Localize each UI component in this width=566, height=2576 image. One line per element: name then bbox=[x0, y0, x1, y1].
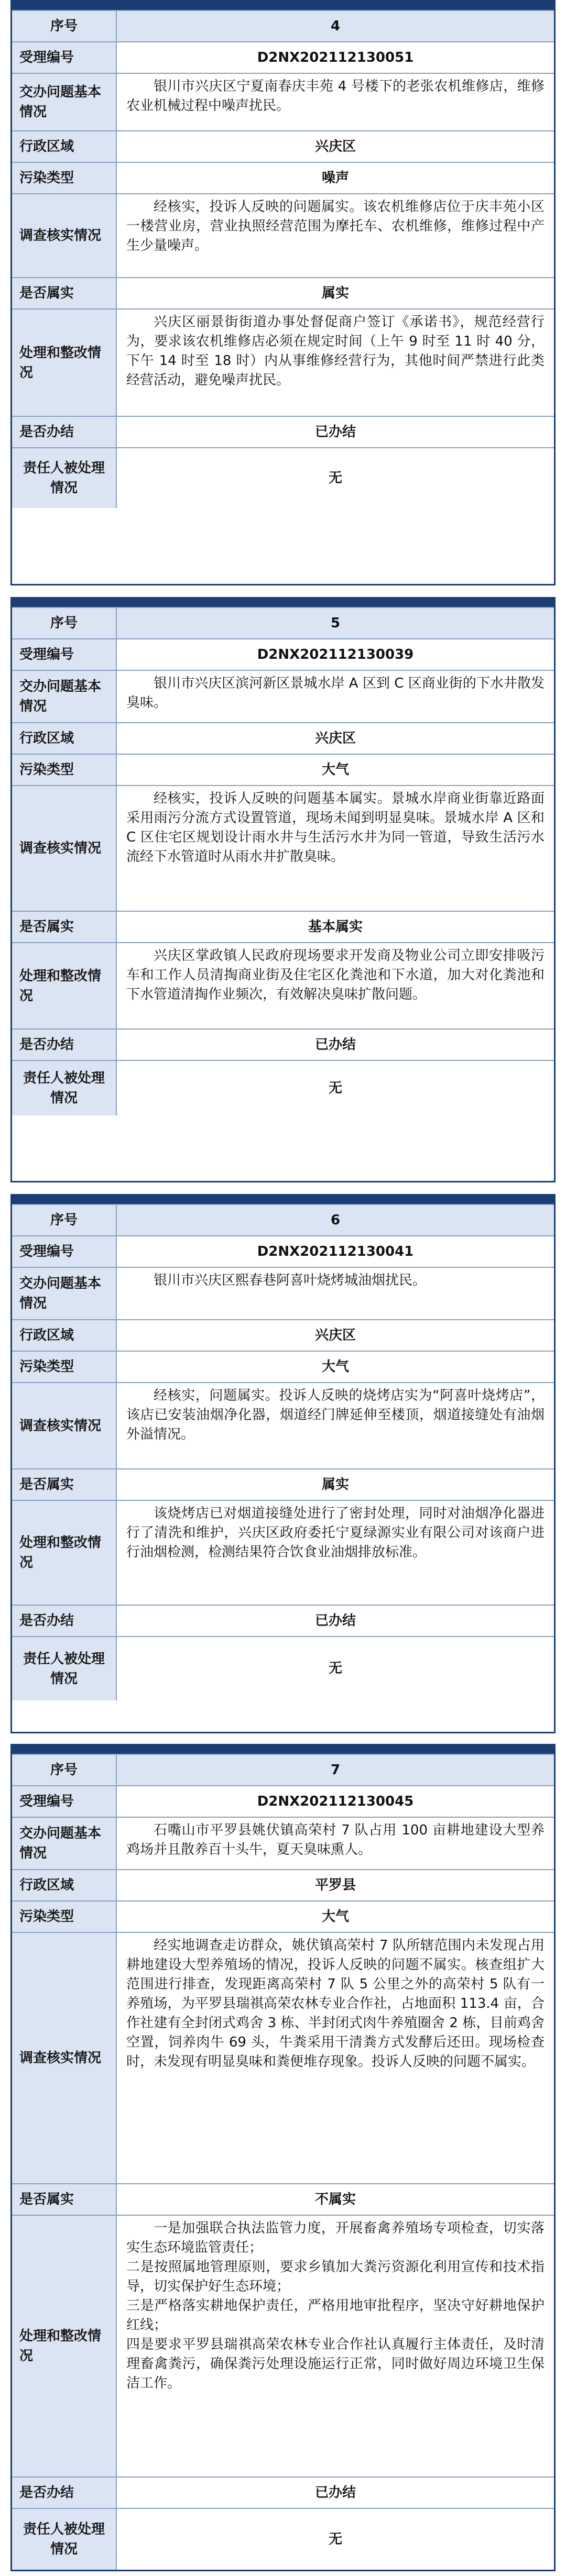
value-closed: 已办结 bbox=[314, 1036, 356, 1053]
row-responsible bbox=[12, 1060, 554, 1115]
row-accept-no bbox=[12, 1785, 554, 1817]
value-responsible: 无 bbox=[328, 2531, 342, 2547]
row-investigation bbox=[12, 193, 554, 277]
label-pollution: 污染类型 bbox=[12, 755, 117, 785]
label-closed: 是否办结 bbox=[12, 2478, 117, 2508]
label-accept-no: 受理编号 bbox=[12, 1236, 117, 1267]
label-verified: 是否属实 bbox=[12, 912, 117, 942]
label-region: 行政区域 bbox=[12, 131, 117, 162]
row-handling bbox=[12, 1500, 554, 1605]
label-seq: 序号 bbox=[12, 1205, 117, 1235]
row-accept-no bbox=[12, 41, 554, 73]
label-verified: 是否属实 bbox=[12, 2184, 117, 2215]
value-accept-no: D2NX202112130051 bbox=[257, 49, 414, 65]
label-pollution: 污染类型 bbox=[12, 1352, 117, 1382]
value-verified: 属实 bbox=[321, 1476, 349, 1492]
row-closed bbox=[12, 416, 554, 447]
card-top-bar bbox=[12, 1745, 554, 1754]
value-region: 兴庆区 bbox=[314, 138, 356, 154]
row-problem bbox=[12, 1267, 554, 1319]
row-responsible bbox=[12, 1636, 554, 1700]
label-accept-no: 受理编号 bbox=[12, 1786, 117, 1817]
label-accept-no: 受理编号 bbox=[12, 639, 117, 670]
value-pollution: 大气 bbox=[321, 1358, 349, 1375]
row-closed bbox=[12, 1029, 554, 1060]
label-handling: 处理和整改情况 bbox=[12, 1501, 117, 1605]
label-responsible: 责任人被处理情况 bbox=[12, 448, 117, 508]
label-pollution: 污染类型 bbox=[12, 163, 117, 193]
label-seq: 序号 bbox=[12, 608, 117, 638]
row-accept-no bbox=[12, 1235, 554, 1267]
label-region: 行政区域 bbox=[12, 1870, 117, 1900]
row-seq bbox=[12, 1754, 554, 1785]
label-seq: 序号 bbox=[12, 1755, 117, 1785]
value-pollution: 大气 bbox=[321, 761, 349, 778]
row-handling bbox=[12, 308, 554, 416]
value-seq: 4 bbox=[117, 11, 554, 41]
row-verified bbox=[12, 277, 554, 308]
value-region: 兴庆区 bbox=[314, 1327, 356, 1343]
row-region bbox=[12, 1869, 554, 1900]
label-investigation: 调查核实情况 bbox=[12, 194, 117, 277]
card-top-bar bbox=[12, 599, 554, 607]
value-accept-no: D2NX202112130039 bbox=[257, 646, 414, 662]
label-region: 行政区域 bbox=[12, 723, 117, 754]
row-investigation bbox=[12, 1382, 554, 1468]
value-verified: 不属实 bbox=[314, 2191, 356, 2207]
value-problem: 石嘴山市平罗县姚伏镇高荣村 7 队占用 100 亩耕地建设大型养鸡场并且散养百十头牛，夏天臭味熏人。 bbox=[126, 1822, 545, 1858]
label-investigation: 调查核实情况 bbox=[12, 786, 117, 911]
card-top-bar bbox=[12, 2, 554, 10]
value-verified: 属实 bbox=[321, 285, 349, 301]
row-problem bbox=[12, 73, 554, 130]
row-region bbox=[12, 1319, 554, 1351]
value-responsible: 无 bbox=[328, 470, 342, 486]
row-problem bbox=[12, 1817, 554, 1869]
label-region: 行政区域 bbox=[12, 1320, 117, 1351]
label-problem: 交办问题基本情况 bbox=[12, 1268, 117, 1319]
row-pollution bbox=[12, 162, 554, 193]
label-investigation: 调查核实情况 bbox=[12, 1933, 117, 2183]
value-accept-no: D2NX202112130041 bbox=[257, 1243, 414, 1259]
value-handling: 兴庆区掌政镇人民政府现场要求开发商及物业公司立即安排吸污车和工作人员清掏商业街及住宅区化粪池和下水道，加大对化粪池和下水管道清掏作业频次，有效解决臭味扩散问题。 bbox=[126, 948, 545, 1002]
value-problem: 银川市兴庆区滨河新区景城水岸 A 区到 C 区商业街的下水井散发臭味。 bbox=[126, 676, 545, 711]
case-card-5 bbox=[10, 597, 556, 1182]
row-problem bbox=[12, 670, 554, 722]
value-investigation: 经核实，问题属实。投诉人反映的烧烤店实为“阿喜叶烧烤店”，该店已安装油烟净化器，烟道经门牌延伸至楼顶，烟道接缝处有油烟外溢情况。 bbox=[126, 1388, 545, 1442]
value-handling: 兴庆区丽景街街道办事处督促商户签订《承诺书》，规范经营行为，要求该农机维修店必须在规定时间（上午 9 时至 11 时 40 分，下午 14 时至 18 时）内从事维修经营行为，其他时间严禁进行此类经营活动，避免噪声扰民。 bbox=[126, 314, 545, 388]
label-problem: 交办问题基本情况 bbox=[12, 74, 117, 130]
row-seq bbox=[12, 1204, 554, 1235]
row-closed bbox=[12, 1605, 554, 1636]
value-problem: 银川市兴庆区熙春巷阿喜叶烧烤城油烟扰民。 bbox=[154, 1273, 427, 1288]
label-closed: 是否办结 bbox=[12, 417, 117, 447]
row-pollution bbox=[12, 754, 554, 785]
value-closed: 已办结 bbox=[314, 1612, 356, 1629]
row-verified bbox=[12, 2183, 554, 2215]
value-seq: 7 bbox=[117, 1755, 554, 1785]
case-card-6 bbox=[10, 1194, 556, 1733]
value-pollution: 噪声 bbox=[321, 170, 349, 186]
row-verified bbox=[12, 911, 554, 942]
value-responsible: 无 bbox=[328, 1080, 342, 1096]
label-verified: 是否属实 bbox=[12, 278, 117, 308]
value-accept-no: D2NX202112130045 bbox=[257, 1793, 414, 1809]
label-responsible: 责任人被处理情况 bbox=[12, 1637, 117, 1700]
label-responsible: 责任人被处理情况 bbox=[12, 1061, 117, 1115]
label-investigation: 调查核实情况 bbox=[12, 1383, 117, 1468]
value-verified: 基本属实 bbox=[308, 919, 363, 935]
label-problem: 交办问题基本情况 bbox=[12, 671, 117, 722]
row-investigation bbox=[12, 785, 554, 911]
row-handling bbox=[12, 2215, 554, 2477]
value-seq: 5 bbox=[117, 608, 554, 638]
row-accept-no bbox=[12, 638, 554, 670]
row-verified bbox=[12, 1468, 554, 1500]
label-accept-no: 受理编号 bbox=[12, 42, 117, 73]
row-investigation bbox=[12, 1932, 554, 2183]
label-seq: 序号 bbox=[12, 11, 117, 41]
label-pollution: 污染类型 bbox=[12, 1901, 117, 1932]
row-pollution bbox=[12, 1900, 554, 1932]
row-seq bbox=[12, 10, 554, 41]
value-region: 平罗县 bbox=[314, 1877, 356, 1893]
label-handling: 处理和整改情况 bbox=[12, 2216, 117, 2477]
label-handling: 处理和整改情况 bbox=[12, 943, 117, 1029]
row-region bbox=[12, 130, 554, 162]
value-handling: 一是加强联合执法监管力度，开展畜禽养殖场专项检查，切实落实生态环境监管责任； 二是按照属地管理原则，要求乡镇加大粪污资源化利用宣传和技术指导，切实保护好生态环境； 三是严格落实耕地保护责任，严格用地审批程序，坚决守好耕地保护红线； 四是要求平罗县瑞祺高荣农林专业合作社认真履行主体责任，及时清理畜禽粪污，确保粪污处理设施运行正常，同时做好周边环境卫生保洁工作。 bbox=[126, 2220, 545, 2391]
case-card-7 bbox=[10, 1744, 556, 2571]
label-handling: 处理和整改情况 bbox=[12, 309, 117, 416]
row-seq bbox=[12, 607, 554, 638]
label-problem: 交办问题基本情况 bbox=[12, 1818, 117, 1869]
value-closed: 已办结 bbox=[314, 2484, 356, 2501]
row-region bbox=[12, 722, 554, 754]
label-verified: 是否属实 bbox=[12, 1469, 117, 1500]
value-region: 兴庆区 bbox=[314, 730, 356, 746]
value-closed: 已办结 bbox=[314, 424, 356, 440]
row-responsible bbox=[12, 447, 554, 508]
card-top-bar bbox=[12, 1196, 554, 1204]
value-pollution: 大气 bbox=[321, 1908, 349, 1925]
value-investigation: 经核实，投诉人反映的问题基本属实。景城水岸商业街靠近路面采用雨污分流方式设置管道，现场未闻到明显臭味。景城水岸 A 区和 C 区住宅区规划设计雨水井与生活污水井为同一管道，导致生活污水流经下水管道时从雨水井扩散臭味。 bbox=[126, 791, 545, 865]
label-closed: 是否办结 bbox=[12, 1606, 117, 1636]
row-pollution bbox=[12, 1351, 554, 1382]
value-investigation: 经实地调查走访群众，姚伏镇高荣村 7 队所辖范围内未发现占用耕地建设大型养殖场的情况，投诉人反映的问题不属实。核查组扩大范围进行排查，发现距离高荣村 7 队 5 公里之外的高荣村 5 队有一养殖场，为平罗县瑞祺高荣农林专业合作社，占地面积 113.4 亩，合作社建有全封闭式鸡舍 3 栋、半封闭式肉牛养殖圈舍 2 栋，目前鸡舍空置，饲养肉牛 69 头，牛粪采用干清粪方式发酵后还田。现场检查时，未发现有明显臭味和粪便堆存现象。投诉人反映的问题不属实。 bbox=[126, 1938, 545, 2070]
label-closed: 是否办结 bbox=[12, 1030, 117, 1060]
row-handling bbox=[12, 942, 554, 1029]
value-seq: 6 bbox=[117, 1205, 554, 1235]
value-problem: 银川市兴庆区宁夏南春庆丰苑 4 号楼下的老张农机维修店，维修农业机械过程中噪声扰民。 bbox=[126, 79, 545, 114]
value-handling: 该烧烤店已对烟道接缝处进行了密封处理，同时对油烟净化器进行了清洗和维护，兴庆区政府委托宁夏绿源实业有限公司对该商户进行油烟检测，检测结果符合饮食业油烟排放标准。 bbox=[126, 1506, 545, 1560]
value-responsible: 无 bbox=[328, 1661, 342, 1676]
label-responsible: 责任人被处理情况 bbox=[12, 2509, 117, 2570]
value-investigation: 经核实，投诉人反映的问题属实。该农机维修店位于庆丰苑小区一楼营业房，营业执照经营范围为摩托车、农机维修，维修过程中产生少量噪声。 bbox=[126, 199, 545, 253]
row-closed bbox=[12, 2477, 554, 2508]
case-card-4 bbox=[10, 0, 556, 585]
row-responsible bbox=[12, 2508, 554, 2570]
